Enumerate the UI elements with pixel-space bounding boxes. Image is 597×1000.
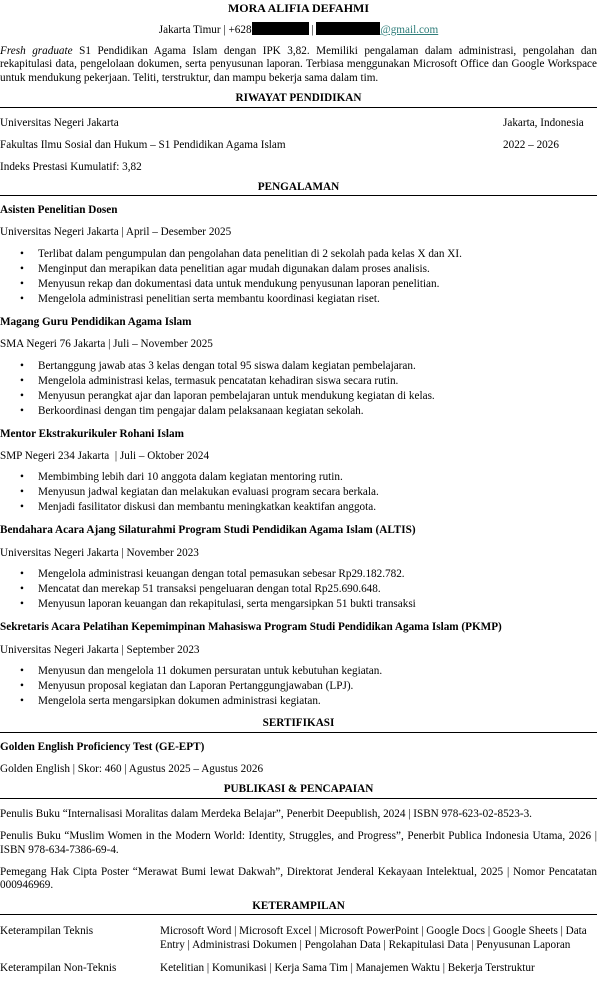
skill-label: Keterampilan Teknis <box>0 925 94 938</box>
bullet-item: • Mengelola serta mengarsipkan dokumen administrasi kegiatan. <box>20 695 321 708</box>
bullet-icon: • <box>20 471 24 484</box>
redacted-phone <box>252 22 309 35</box>
job-organization: Universitas Negeri Jakarta | September 2023 <box>0 643 200 656</box>
bullet-item: • Menjadi fasilitator diskusi dan membantu meningkatkan keaktifan anggota. <box>20 501 377 514</box>
section-heading-publications: PUBLIKASI & PENCAPAIAN <box>0 783 597 798</box>
job-organization: Universitas Negeri Jakarta | November 2023 <box>0 546 199 559</box>
redacted-email-user <box>316 22 380 35</box>
email-link[interactable]: @gmail.com <box>380 24 439 36</box>
skill-row-technical <box>0 925 597 952</box>
summary-lead: Fresh graduate <box>0 45 73 57</box>
job-title: Mentor Ekstrakurikuler Rohani Islam <box>0 427 184 440</box>
job-title: Magang Guru Pendidikan Agama Islam <box>0 315 192 328</box>
bullet-item: • Menyusun perangkat ajar dan laporan pembelajaran untuk mendukung kegiatan di kelas. <box>20 389 435 402</box>
section-heading-experience: PENGALAMAN <box>0 181 597 196</box>
bullet-item: • Berkoordinasi dengan tim pengajar dalam pelaksanaan kegiatan sekolah. <box>20 404 364 417</box>
education-gpa-row <box>0 161 597 174</box>
job-title: Bendahara Acara Ajang Silaturahmi Program Studi Pendidikan Agama Islam (ALTIS) <box>0 524 416 537</box>
bullet-icon: • <box>20 583 24 596</box>
bullet-item: • Membimbing lebih dari 10 anggota dalam kegiatan mentoring rutin. <box>20 471 343 484</box>
education-period: 2022 – 2026 <box>503 138 559 151</box>
bullet-item: • Menyusun proposal kegiatan dan Laporan Pertanggungjawaban (LPJ). <box>20 680 354 693</box>
skill-value: Ketelitian | Komunikasi | Kerja Sama Tim | Manajemen Waktu | Bekerja Terstruktur <box>160 961 535 974</box>
job-entry <box>0 524 597 613</box>
contact-separator: | <box>311 24 314 36</box>
job-organization: SMP Negeri 234 Jakarta | Juli – Oktober 2024 <box>0 450 210 463</box>
bullet-icon: • <box>20 695 24 708</box>
section-heading-skills: KETERAMPILAN <box>0 900 597 915</box>
education-faculty: Fakultas Ilmu Sosial dan Hukum – S1 Pendidikan Agama Islam <box>0 138 286 151</box>
job-entry <box>0 204 597 308</box>
bullet-icon: • <box>20 247 24 260</box>
education-school: Universitas Negeri Jakarta <box>0 116 119 129</box>
education-school-row <box>0 117 597 130</box>
bullet-icon: • <box>20 680 24 693</box>
bullet-item: • Mencatat dan merekap 51 transaksi pengeluaran dengan total Rp25.690.648. <box>20 583 381 596</box>
job-organization: Universitas Negeri Jakarta | April – Desember 2025 <box>0 226 232 239</box>
bullet-icon: • <box>20 277 24 290</box>
publication-item: Pemegang Hak Cipta Poster “Merawat Bumi lewat Dakwah”, Direktorat Jenderal Kekayaan Intelektual, 2025 | Nomor Pencatatan 000946969. <box>0 865 597 892</box>
job-bullets <box>0 471 597 516</box>
publication-item: Penulis Buku “Internalisasi Moralitas dalam Merdeka Belajar”, Penerbit Deepublish, 2024 | ISBN 978-623-02-8523-3. <box>0 807 532 820</box>
bullet-icon: • <box>20 501 24 514</box>
publication-item: Penulis Buku “Muslim Women in the Modern World: Identity, Struggles, and Progress”, Penerbit Publica Indonesia Utama, 2026 | ISBN 978-634-7386-69-4. <box>0 830 597 856</box>
section-heading-education: RIWAYAT PENDIDIKAN <box>0 92 597 107</box>
bullet-item: • Bertanggung jawab atas 3 kelas dengan total 95 siswa dalam kegiatan pembelajaran. <box>20 359 416 372</box>
education-location: Jakarta, Indonesia <box>503 116 584 129</box>
job-bullets <box>0 248 597 308</box>
contact-line <box>0 22 597 38</box>
skill-row-soft <box>0 962 597 975</box>
bullet-item: • Menyusun laporan keuangan dan rekapitulasi, serta mengarsipkan 51 bukti transaksi <box>20 598 416 611</box>
job-title: Sekretaris Acara Pelatihan Kepemimpinan Mahasiswa Program Studi Pendidikan Agama Islam (PKMP) <box>0 621 502 634</box>
job-bullets <box>0 360 597 420</box>
education-faculty-row <box>0 139 597 152</box>
section-heading-certification: SERTIFIKASI <box>0 717 597 732</box>
bullet-icon: • <box>20 486 24 499</box>
bullet-icon: • <box>20 665 24 678</box>
profile-summary <box>0 45 597 85</box>
skill-value: Microsoft Word | Microsoft Excel | Microsoft PowerPoint | Google Docs | Google Sheets | Data Entry | Administrasi Dokumen | Pengolahan Data | Rekapitulasi Data | Penyusunan Laporan <box>160 925 587 951</box>
certification-detail: Golden English | Skor: 460 | Agustus 2025 – Agustus 2026 <box>0 762 264 775</box>
job-organization: SMA Negeri 76 Jakarta | Juli – November 2025 <box>0 338 213 351</box>
bullet-icon: • <box>20 404 24 417</box>
job-entry <box>0 316 597 420</box>
bullet-icon: • <box>20 359 24 372</box>
resume-name: MORA ALIFIA DEFAHMI <box>227 1 370 15</box>
bullet-icon: • <box>20 262 24 275</box>
job-entry <box>0 621 597 710</box>
bullet-icon: • <box>20 374 24 387</box>
bullet-icon: • <box>20 568 24 581</box>
certification-title: Golden English Proficiency Test (GE-EPT) <box>0 740 205 753</box>
bullet-item: • Terlibat dalam pengumpulan dan pengolahan data penelitian di 2 sekolah pada kelas X dan XI. <box>20 247 462 260</box>
skill-label: Keterampilan Non-Teknis <box>0 961 117 974</box>
bullet-item: • Menyusun rekap dan dokumentasi data untuk mendukung penyusunan laporan penelitian. <box>20 277 440 290</box>
job-bullets <box>0 665 597 710</box>
job-title: Asisten Penelitian Dosen <box>0 204 118 217</box>
bullet-item: • Menyusun dan mengelola 11 dokumen persuratan untuk kebutuhan kegiatan. <box>20 665 383 678</box>
bullet-icon: • <box>20 598 24 611</box>
summary-text: S1 Pendidikan Agama Islam dengan IPK 3,82. Memiliki pengalaman dalam administrasi, pengolahan dan rekapitulasi data, pengelolaan dokumen, serta penyusunan laporan. Terbiasa menggunakan Microsoft Office dan Google Workspace untuk mendukung pekerjaan. Teliti, terstruktur, dan mampu bekerja sama dalam tim. <box>0 45 597 84</box>
bullet-item: • Mengelola administrasi kelas, termasuk pencatatan kehadiran siswa secara rutin. <box>20 374 399 387</box>
bullet-item: • Mengelola administrasi penelitian serta membantu koordinasi kegiatan riset. <box>20 292 380 305</box>
bullet-item: • Mengelola administrasi keuangan dengan total pemasukan sebesar Rp29.182.782. <box>20 568 405 581</box>
bullet-item: • Menginput dan merapikan data penelitian agar mudah digunakan dalam proses analisis. <box>20 262 430 275</box>
bullet-icon: • <box>20 389 24 402</box>
bullet-item: • Menyusun jadwal kegiatan dan melakukan evaluasi program secara berkala. <box>20 486 379 499</box>
contact-location-phone: Jakarta Timur | +628 <box>158 24 252 36</box>
bullet-icon: • <box>20 292 24 305</box>
job-entry <box>0 428 597 517</box>
job-bullets <box>0 568 597 613</box>
education-gpa: Indeks Prestasi Kumulatif: 3,82 <box>0 160 142 173</box>
